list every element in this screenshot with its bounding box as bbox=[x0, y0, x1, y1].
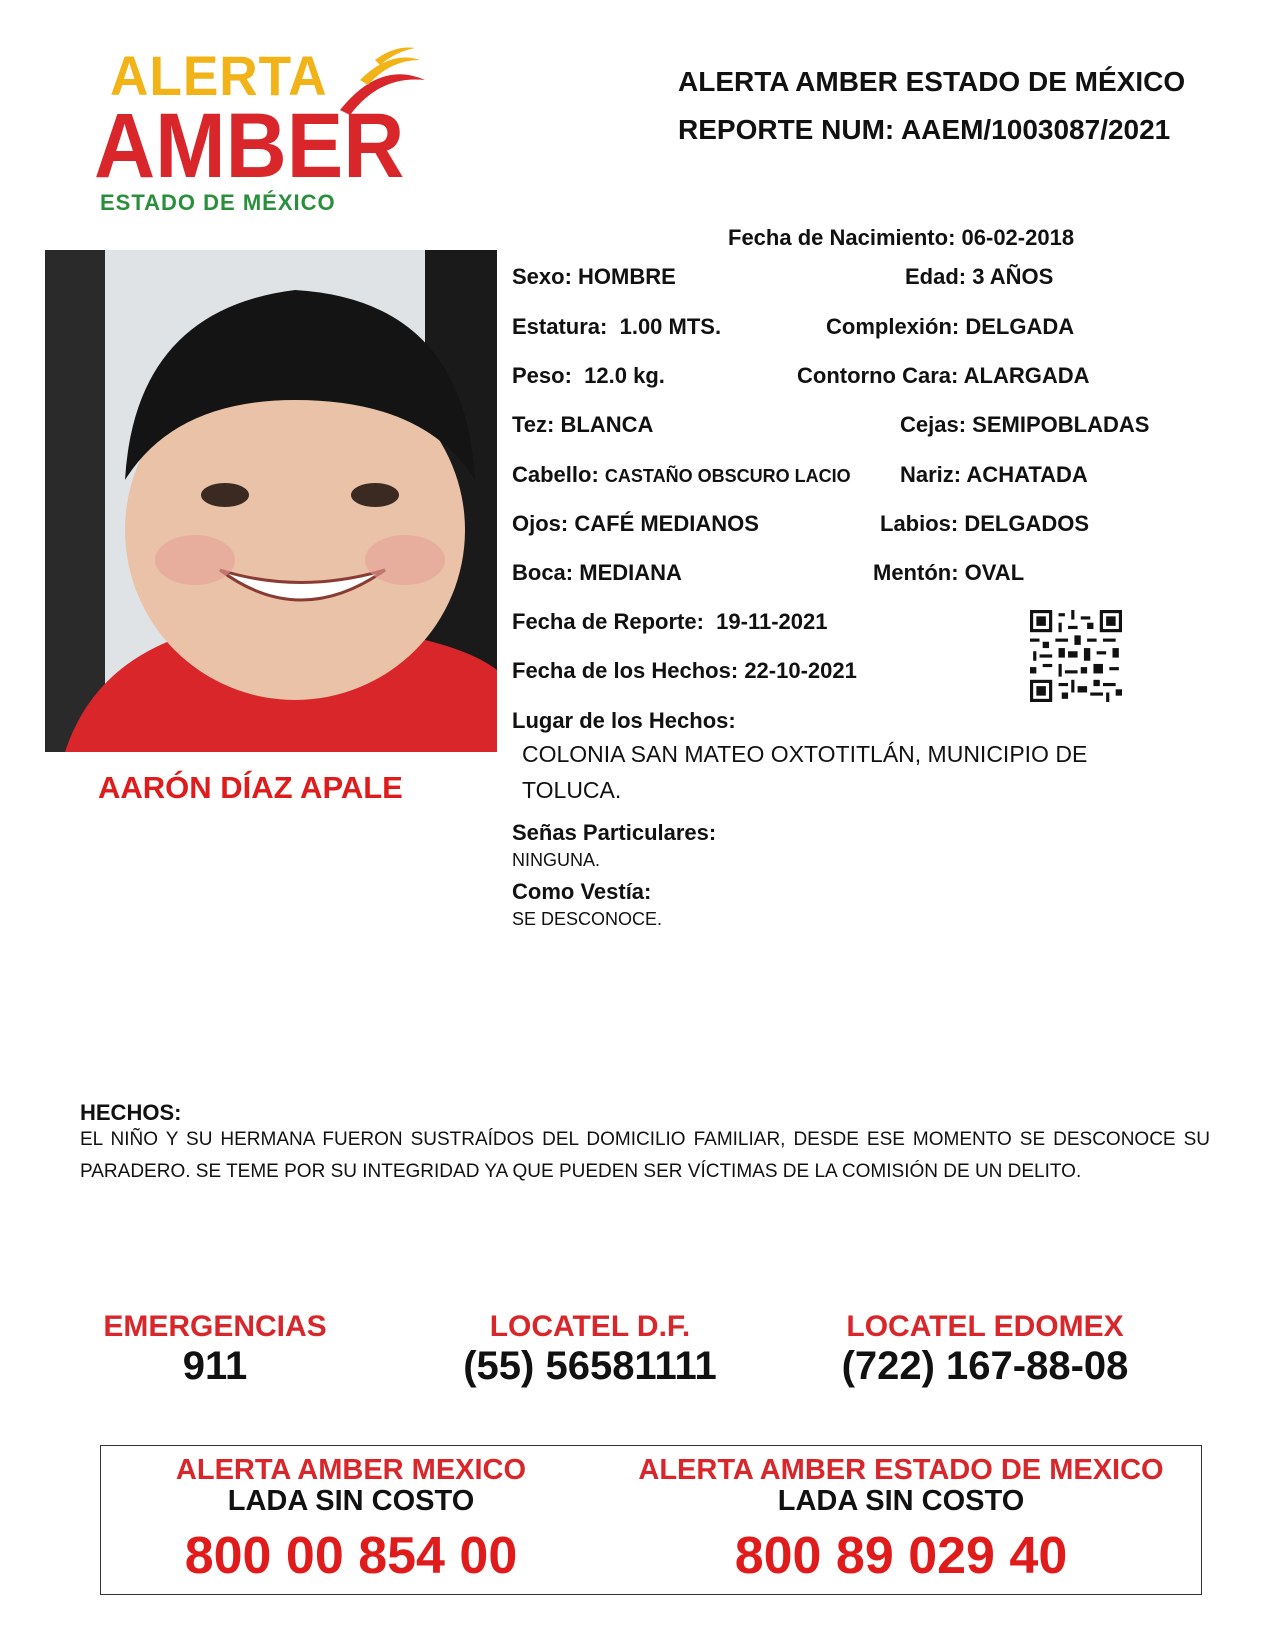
report-date-label: Fecha de Reporte: bbox=[512, 609, 704, 634]
lips-label: Labios: bbox=[880, 511, 959, 536]
facts-title: HECHOS: bbox=[80, 1100, 182, 1125]
face-shape-value: ALARGADA bbox=[963, 363, 1090, 388]
report-date-value: 19-11-2021 bbox=[716, 609, 828, 634]
contact-number[interactable]: 911 bbox=[182, 1344, 248, 1388]
clothing-label: Como Vestía: bbox=[512, 879, 652, 904]
skin-field bbox=[512, 414, 653, 436]
age-field bbox=[905, 266, 1053, 288]
birthdate-label: Fecha de Nacimiento: bbox=[728, 225, 956, 250]
nose-label: Nariz: bbox=[900, 462, 962, 487]
contact-emergencias bbox=[80, 1310, 350, 1389]
event-date-label: Fecha de los Hechos: bbox=[512, 658, 739, 683]
child-photo bbox=[45, 250, 497, 752]
weight-label: Peso: bbox=[512, 363, 572, 388]
build-value: DELGADA bbox=[965, 314, 1075, 339]
mouth-label: Boca: bbox=[512, 560, 574, 585]
mouth-value: MEDIANA bbox=[579, 560, 682, 585]
hotline-box bbox=[100, 1445, 1202, 1595]
marks-label: Señas Particulares: bbox=[512, 820, 717, 845]
build-field bbox=[826, 316, 1074, 338]
logo-estado-text: ESTADO DE MÉXICO bbox=[100, 190, 336, 215]
contact-label: LOCATEL D.F. bbox=[489, 1310, 691, 1343]
event-date-field bbox=[512, 660, 857, 682]
missing-person-name: AARÓN DÍAZ APALE bbox=[98, 770, 403, 805]
place-label: Lugar de los Hechos: bbox=[512, 708, 736, 733]
logo-amber-text: AMBER bbox=[94, 95, 405, 197]
height-label: Estatura: bbox=[512, 314, 608, 339]
hotline-number[interactable]: 800 00 854 00 bbox=[184, 1527, 518, 1585]
hotline-amber-mexico bbox=[161, 1454, 541, 1585]
skin-label: Tez: bbox=[512, 412, 555, 437]
face-shape-field bbox=[797, 365, 1090, 387]
page-title: ALERTA AMBER ESTADO DE MÉXICO bbox=[678, 66, 1186, 97]
sex-value: HOMBRE bbox=[578, 264, 676, 289]
eyes-label: Ojos: bbox=[512, 511, 569, 536]
nose-value: ACHATADA bbox=[966, 462, 1088, 487]
weight-field bbox=[512, 365, 665, 387]
child-photo-icon bbox=[45, 250, 497, 752]
lips-field bbox=[880, 513, 1089, 535]
hotline-sub: LADA SIN COSTO bbox=[227, 1485, 475, 1517]
face-shape-label: Contorno Cara: bbox=[797, 363, 959, 388]
report-date-field bbox=[512, 611, 828, 633]
skin-value: BLANCA bbox=[560, 412, 654, 437]
alerta-amber-logo bbox=[90, 40, 420, 215]
logo-alerta-text: ALERTA bbox=[110, 44, 328, 107]
lips-value: DELGADOS bbox=[964, 511, 1090, 536]
chin-value: OVAL bbox=[964, 560, 1025, 585]
hotline-label: ALERTA AMBER ESTADO DE MEXICO bbox=[638, 1454, 1164, 1486]
contact-locatel-df bbox=[420, 1310, 760, 1389]
clothing-value: SE DESCONOCE. bbox=[512, 909, 663, 929]
hotline-number[interactable]: 800 89 029 40 bbox=[734, 1527, 1068, 1585]
facts-text: EL NIÑO Y SU HERMANA FUERON SUSTRAÍDOS DEL DOMICILIO FAMILIAR, DESDE ESE MOMENTO SE DESCONOCE SU PARADERO. SE TEME POR SU INTEGRIDAD YA QUE PUEDEN SER VÍCTIMAS DE LA COMISIÓN DE UN DELITO. bbox=[80, 1129, 1210, 1182]
age-value: 3 AÑOS bbox=[972, 264, 1054, 289]
contact-number[interactable]: (722) 167-88-08 bbox=[841, 1344, 1129, 1388]
sex-field bbox=[512, 266, 676, 288]
hotline-sub: LADA SIN COSTO bbox=[777, 1485, 1025, 1517]
contact-label: EMERGENCIAS bbox=[103, 1310, 327, 1343]
age-label: Edad: bbox=[905, 264, 967, 289]
weight-value: 12.0 kg. bbox=[584, 363, 665, 388]
contact-locatel-edomex bbox=[820, 1310, 1150, 1389]
height-field bbox=[512, 316, 721, 338]
mouth-field bbox=[512, 562, 682, 584]
eyes-field bbox=[512, 513, 759, 535]
event-date-value: 22-10-2021 bbox=[744, 658, 857, 683]
contact-label: LOCATEL EDOMEX bbox=[846, 1310, 1124, 1343]
hotline-label: ALERTA AMBER MEXICO bbox=[175, 1454, 527, 1486]
qr-code-icon[interactable] bbox=[1030, 610, 1122, 702]
chin-label: Mentón: bbox=[873, 560, 959, 585]
birthdate-value: 06-02-2018 bbox=[961, 225, 1075, 250]
place-line-1: COLONIA SAN MATEO OXTOTITLÁN, MUNICIPIO DE bbox=[522, 741, 1088, 767]
sex-label: Sexo: bbox=[512, 264, 572, 289]
chin-field bbox=[873, 562, 1024, 584]
place-line-2: TOLUCA. bbox=[522, 777, 622, 803]
birthdate-field bbox=[728, 227, 1074, 249]
report-number: REPORTE NUM: AAEM/1003087/2021 bbox=[678, 114, 1171, 145]
eyebrows-label: Cejas: bbox=[900, 412, 967, 437]
height-value: 1.00 MTS. bbox=[619, 314, 722, 339]
nose-field bbox=[900, 464, 1088, 486]
hotline-amber-edomex bbox=[621, 1454, 1181, 1585]
marks-value: NINGUNA. bbox=[512, 850, 601, 870]
hair-field bbox=[512, 464, 851, 486]
contact-number[interactable]: (55) 56581111 bbox=[463, 1344, 717, 1388]
hair-label: Cabello: bbox=[512, 462, 599, 487]
eyebrows-field bbox=[900, 414, 1149, 436]
eyebrows-value: SEMIPOBLADAS bbox=[972, 412, 1150, 437]
build-label: Complexión: bbox=[826, 314, 960, 339]
eyes-value: CAFÉ MEDIANOS bbox=[574, 511, 759, 536]
hair-value: CASTAÑO OBSCURO LACIO bbox=[604, 466, 851, 486]
